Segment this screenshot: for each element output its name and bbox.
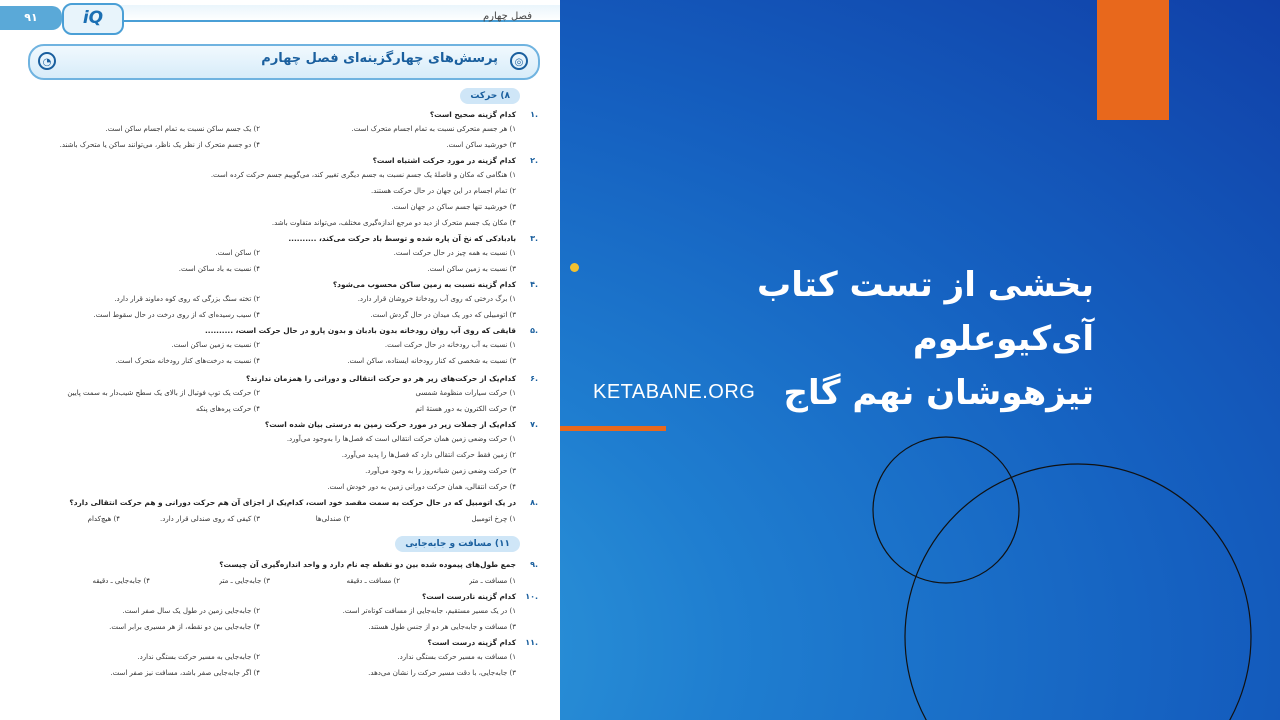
- answer-option[interactable]: ۲) حرکت یک توپ فوتبال از بالای یک سطح شیب‌دار به سمت پایین: [67, 389, 260, 397]
- question-number: ۹.: [530, 560, 538, 569]
- question-text: کدام‌یک از جملات زیر در مورد حرکت زمین به درستی بیان شده است؟: [264, 420, 516, 429]
- target-icon: ◎: [510, 52, 528, 70]
- book-page-header: [0, 0, 560, 34]
- answer-option[interactable]: ۳) اتومبیلی که دور یک میدان در حال گردش است.: [370, 311, 516, 319]
- banner-title: پرسش‌های چهارگزینه‌ای فصل چهارم: [261, 51, 498, 66]
- answer-option[interactable]: ۳) کیفی که روی صندلی قرار دارد.: [159, 515, 260, 523]
- answer-option[interactable]: ۴) نسبت به باد ساکن است.: [178, 265, 260, 273]
- answer-option[interactable]: ۳) جابه‌جایی ـ متر: [218, 577, 270, 585]
- answer-option[interactable]: ۱) نسبت به همه چیز در حال حرکت است.: [393, 249, 516, 257]
- question-text: کدام گزینه در مورد حرکت اشتباه است؟: [372, 156, 516, 165]
- question-text: کدام گزینه صحیح است؟: [429, 110, 516, 119]
- question-text: کدام‌یک از حرکت‌های زیر هر دو حرکت انتقالی و دورانی را همزمان ندارند؟: [245, 374, 516, 383]
- answer-option[interactable]: ۴) دو جسم متحرک از نظر یک ناظر، می‌توانند ساکن یا متحرک باشند.: [59, 141, 260, 149]
- question-text: جمع طول‌های پیموده شده بین دو نقطه چه نام دارد و واحد اندازه‌گیری آن چیست؟: [219, 560, 516, 569]
- question-text: در یک اتومبیل که در حال حرکت به سمت مقصد خود است، کدام‌یک از اجزای آن هم حرکت دورانی و هم حرکت انتقالی دارد؟: [69, 498, 516, 507]
- section-heading-distance: ۱۱) مسافت و جابه‌جایی: [395, 536, 520, 552]
- answer-option[interactable]: ۴) جابه‌جایی بین دو نقطه، از هر مسیری برابر است.: [109, 623, 260, 631]
- answer-option[interactable]: ۲) یک جسم ساکن نسبت به تمام اجسام ساکن است.: [105, 125, 260, 133]
- question-number: ۸.: [530, 498, 538, 507]
- answer-option[interactable]: ۲) مسافت ـ دقیقه: [346, 577, 400, 585]
- question-number: ۴.: [530, 280, 538, 289]
- slide-title-line-1: بخشی از تست کتاب آی‌کیوعلوم: [757, 265, 1094, 359]
- slide-subtitle: KETABANE.ORG: [593, 381, 756, 403]
- answer-option[interactable]: ۲) نسبت به زمین ساکن است.: [171, 341, 260, 349]
- answer-option[interactable]: ۱) چرخ اتومبیل: [471, 515, 516, 523]
- answer-option[interactable]: ۲) صندلی‌ها: [315, 515, 350, 523]
- answer-option[interactable]: ۱) در یک مسیر مستقیم، جابه‌جایی از مسافت کوتاه‌تر است.: [342, 607, 516, 615]
- orange-accent-line: [560, 426, 666, 431]
- answer-option[interactable]: ۴) نسبت به درخت‌های کنار رودخانه متحرک است.: [115, 357, 260, 365]
- answer-option[interactable]: ۳) حرکت وضعی زمین شبانه‌روز را به وجود می‌آورد.: [365, 467, 516, 475]
- question-text: کدام گزینه نسبت به زمین ساکن محسوب می‌شود؟: [332, 280, 516, 289]
- slide-title-line-2: تیزهوشان نهم گاج: [783, 373, 1094, 413]
- answer-option[interactable]: ۲) تخته سنگ بزرگی که روی کوه دماوند قرار دارد.: [114, 295, 260, 303]
- answer-option[interactable]: ۲) جابه‌جایی به مسیر حرکت بستگی ندارد.: [137, 653, 260, 661]
- section-heading-motion: ۸) حرکت: [460, 88, 520, 104]
- answer-option[interactable]: ۳) جابه‌جایی، با دقت مسیر حرکت را نشان می‌دهد.: [368, 669, 516, 677]
- question-number: ۱.: [530, 110, 538, 119]
- question-number: ۷.: [530, 420, 538, 429]
- answer-option[interactable]: ۴) حرکت انتقالی، همان حرکت دورانی زمین به دور خودش است.: [327, 483, 516, 491]
- answer-option[interactable]: ۲) ساکن است.: [215, 249, 260, 257]
- answer-option[interactable]: ۲) زمین فقط حرکت انتقالی دارد که فصل‌ها را پدید می‌آورد.: [341, 451, 516, 459]
- answer-option[interactable]: ۱) برگ درختی که روی آب رودخانهٔ خروشان قرار دارد.: [357, 295, 516, 303]
- answer-option[interactable]: ۱) مسافت به مسیر حرکت بستگی ندارد.: [397, 653, 516, 661]
- answer-option[interactable]: ۴) حرکت پره‌های پنکه: [195, 405, 260, 413]
- answer-option[interactable]: ۳) خورشید تنها جسم ساکن در جهان است.: [391, 203, 516, 211]
- answer-option[interactable]: ۳) نسبت به زمین ساکن است.: [427, 265, 516, 273]
- answer-option[interactable]: ۱) هنگامی که مکان و فاصلهٔ یک جسم نسبت به جسم دیگری تغییر کند، می‌گوییم جسم حرکت کرده است.: [210, 171, 516, 179]
- answer-option[interactable]: ۱) مسافت ـ متر: [468, 577, 516, 585]
- clock-icon: ◔: [38, 52, 56, 70]
- chapter-label: فصل چهارم: [482, 11, 532, 22]
- question-number: ۳.: [530, 234, 538, 243]
- question-number: ۵.: [530, 326, 538, 335]
- question-number: ۱۱.: [525, 638, 538, 647]
- answer-option[interactable]: ۳) مسافت و جابه‌جایی هر دو از جنس طول هستند.: [368, 623, 516, 631]
- answer-option[interactable]: ۲) تمام اجسام در این جهان در حال حرکت هستند.: [370, 187, 516, 195]
- question-text: کدام گزینه نادرست است؟: [421, 592, 516, 601]
- answer-option[interactable]: ۳) حرکت الکترون به دور هستهٔ اتم: [415, 405, 516, 413]
- question-number: ۶.: [530, 374, 538, 383]
- answer-option[interactable]: ۴) مکان یک جسم متحرک از دید دو مرجع اندازه‌گیری مختلف، می‌تواند متفاوت باشد.: [271, 219, 516, 227]
- question-number: ۱۰.: [525, 592, 538, 601]
- page-number: ۹۱: [0, 6, 62, 30]
- chapter-questions-banner: [28, 44, 540, 80]
- answer-option[interactable]: ۴) هیچ‌کدام: [87, 515, 120, 523]
- answer-option[interactable]: ۱) نسبت به آب رودخانه در حال حرکت است.: [384, 341, 516, 349]
- small-circle: [873, 437, 1019, 583]
- question-text: کدام گزینه درست است؟: [427, 638, 516, 647]
- answer-option[interactable]: ۴) اگر جابه‌جایی صفر باشد، مسافت نیز صفر است.: [110, 669, 260, 677]
- answer-option[interactable]: ۴) سیب رسیده‌ای که از روی درخت در حال سقوط است.: [93, 311, 260, 319]
- question-number: ۲.: [530, 156, 538, 165]
- question-text: قایقی که روی آب روان رودخانه بدون بادبان و بدون پارو در حال حرکت است، ..........: [204, 326, 516, 335]
- answer-option[interactable]: ۳) نسبت به شخصی که کنار رودخانه ایستاده، ساکن است.: [347, 357, 516, 365]
- iq-logo: iQ: [62, 3, 124, 35]
- answer-option[interactable]: ۱) هر جسم متحرکی نسبت به تمام اجسام متحرک است.: [351, 125, 516, 133]
- book-page-image: [0, 0, 560, 720]
- answer-option[interactable]: ۴) جابه‌جایی ـ دقیقه: [92, 577, 150, 585]
- question-text: بادبادکی که نخ آن پاره شده و توسط باد حرکت می‌کند، ..........: [288, 234, 516, 243]
- answer-option[interactable]: ۱) حرکت وضعی زمین همان حرکت انتقالی است که فصل‌ها را به‌وجود می‌آورد.: [286, 435, 516, 443]
- answer-option[interactable]: ۲) جابه‌جایی زمین در طول یک سال صفر است.: [122, 607, 260, 615]
- answer-option[interactable]: ۳) خورشید ساکن است.: [446, 141, 516, 149]
- orange-accent-block: [1097, 0, 1169, 120]
- large-circle: [905, 464, 1251, 720]
- answer-option[interactable]: ۱) حرکت سیارات منظومهٔ شمسی: [415, 389, 516, 397]
